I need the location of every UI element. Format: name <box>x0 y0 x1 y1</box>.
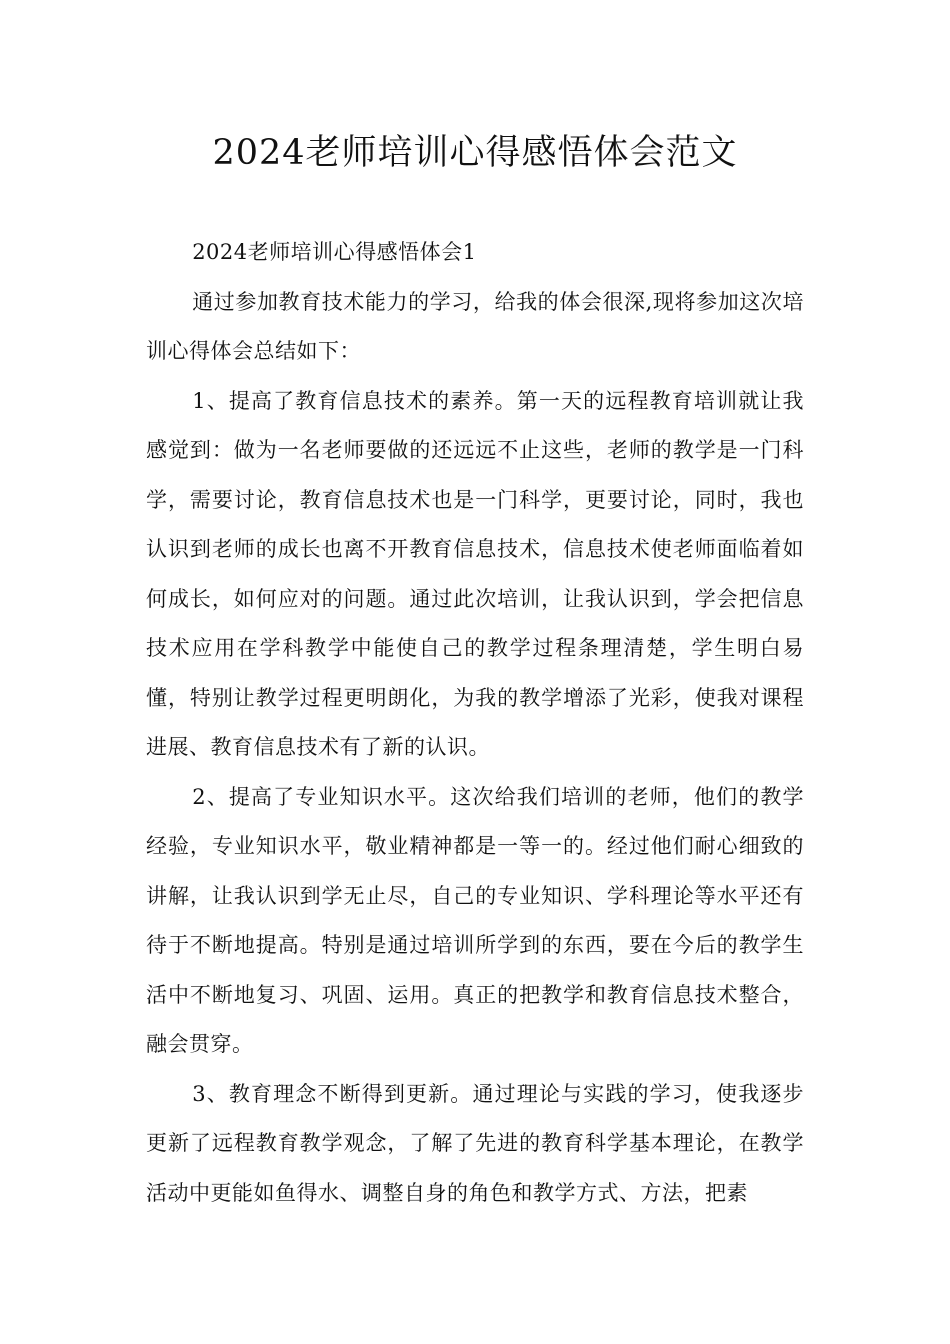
paragraph-point-2: 2、提高了专业知识水平。这次给我们培训的老师，他们的教学经验，专业知识水平，敬业精神都是一等一的。经过他们耐心细致的讲解，让我认识到学无止尽，自己的专业知识、学科理论等水平还有待于不断地提高。特别是通过培训所学到的东西，要在今后的教学生活中不断地复习、巩固、运用。真正的把教学和教育信息技术整合，融会贯穿。 <box>146 784 804 1056</box>
paragraph-point-1: 1、提高了教育信息技术的素养。第一天的远程教育培训就让我感觉到：做为一名老师要做的还远远不止这些，老师的教学是一门科学，需要讨论，教育信息技术也是一门科学，更要讨论，同时，我也认识到老师的成长也离不开教育信息技术，信息技术使老师面临着如何成长，如何应对的问题。通过此次培训，让我认识到，学会把信息技术应用在学科教学中能使自己的教学过程条理清楚，学生明白易懂，特别让教学过程更明朗化，为我的教学增添了光彩，使我对课程进展、教育信息技术有了新的认识。 <box>146 388 804 759</box>
document-title: 2024老师培训心得感悟体会范文 <box>212 133 738 173</box>
section-heading: 2024老师培训心得感悟体会1 <box>192 240 477 264</box>
paragraph-point-3: 3、教育理念不断得到更新。通过理论与实践的学习，使我逐步更新了远程教育教学观念，了解了先进的教育科学基本理论，在教学活动中更能如鱼得水、调整自身的角色和教学方式、方法，把素 <box>146 1081 804 1205</box>
document-body <box>146 228 804 1218</box>
paragraph-intro: 通过参加教育技术能力的学习，给我的体会很深,现将参加这次培训心得体会总结如下： <box>146 289 804 363</box>
